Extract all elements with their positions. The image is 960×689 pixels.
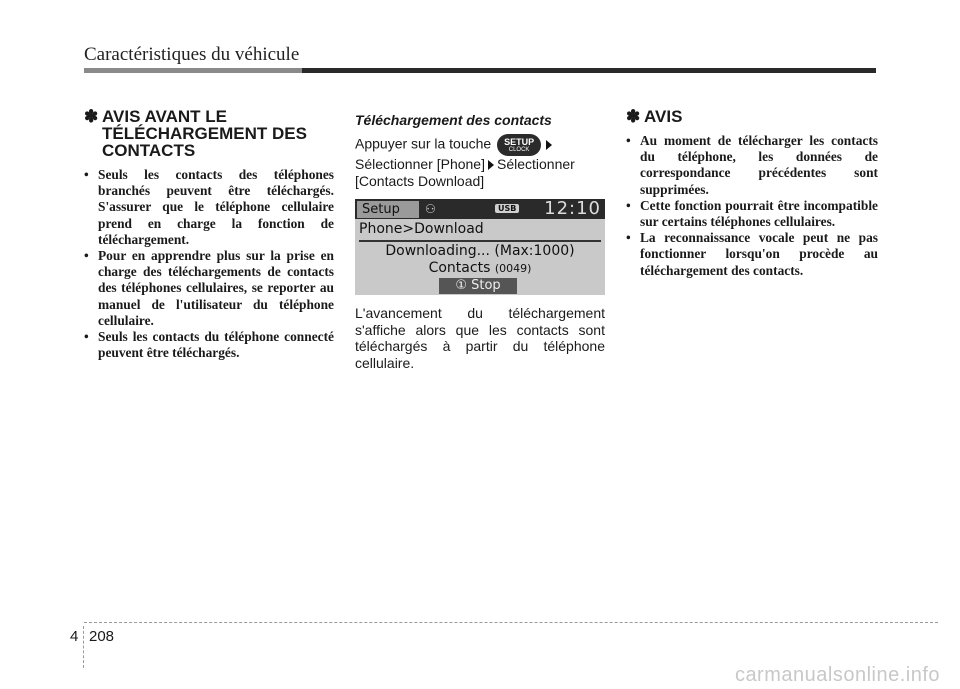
screen-downloading-text: Downloading... (Max:1000) bbox=[385, 243, 575, 259]
footer-divider bbox=[84, 622, 938, 623]
asterisk-icon: ✽ bbox=[84, 107, 99, 126]
setup-clock-button-icon: SETUP CLOCK bbox=[497, 134, 541, 156]
watermark-text: carmanualsonline.info bbox=[734, 664, 940, 686]
middle-column bbox=[355, 108, 605, 371]
right-column bbox=[626, 108, 878, 279]
page-number: 208 bbox=[89, 628, 115, 645]
bluetooth-phone-icon: ⚇ bbox=[425, 202, 436, 216]
arrow-right-icon bbox=[546, 140, 552, 150]
screen-stop-softkey: ① Stop bbox=[439, 278, 517, 294]
arrow-right-icon bbox=[488, 160, 494, 170]
screen-body bbox=[355, 219, 605, 295]
screen-contacts-count: Contacts (0049) bbox=[428, 260, 532, 276]
screen-divider bbox=[359, 240, 601, 242]
left-column bbox=[84, 108, 334, 361]
notice-bullet-list bbox=[84, 167, 334, 361]
section-subheading: Téléchargement des contacts bbox=[355, 112, 552, 128]
notice-heading bbox=[84, 108, 334, 159]
screen-path: Phone>Download bbox=[359, 221, 484, 237]
page-header-title: Caractéristiques du véhicule bbox=[84, 44, 300, 65]
list-item: • Seuls les contacts du téléphone connecté peuvent être téléchargés. bbox=[84, 329, 334, 361]
avis-heading: ✽ AVIS bbox=[626, 107, 683, 126]
progress-paragraph: L'avancement du téléchargement s'affiche alors que les contacts sont téléchargés à partir du téléphone cellulaire. bbox=[355, 305, 605, 371]
asterisk-icon: ✽ bbox=[626, 107, 641, 126]
list-item: • Au moment de télécharger les contacts du téléphone, les données de correspondance précédentes sont supprimées. bbox=[626, 133, 878, 197]
list-item: • Seuls les contacts des téléphones branchés peuvent être téléchargés. S'assurer que le téléphone cellulaire prend en charge la fonction de téléchargement. bbox=[84, 167, 334, 247]
screen-setup-tab: Setup bbox=[357, 201, 419, 218]
list-item: • La reconnaissance vocale peut ne pas fonctionner lorsqu'on procède au téléchargement des contacts. bbox=[626, 230, 878, 278]
instruction-text: Appuyer sur la touche SETUP CLOCK Sélectionner [Phone] Sélectionner [Contacts Download] bbox=[355, 135, 575, 189]
notice-heading-line: CONTACTS bbox=[102, 141, 196, 160]
header-rule-accent bbox=[84, 68, 302, 73]
list-item: • Cette fonction pourrait être incompatible sur certains téléphones cellulaires. bbox=[626, 197, 878, 230]
usb-badge: USB bbox=[495, 204, 519, 213]
display-screen-image bbox=[355, 199, 605, 295]
chapter-number: 4 bbox=[70, 628, 79, 645]
avis-bullet-list bbox=[626, 133, 878, 279]
screen-clock: 12:10 bbox=[544, 198, 601, 219]
list-item: • Pour en apprendre plus sur la prise en charge des téléchargements de contacts des téléphones cellulaires, se reporter au manuel de l'utilisateur du téléphone cellulaire. bbox=[84, 248, 334, 328]
notice-heading-line: TÉLÉCHARGEMENT DES bbox=[102, 124, 307, 143]
footer-vertical-divider bbox=[83, 626, 84, 668]
notice-heading-line: AVIS AVANT LE bbox=[102, 107, 227, 126]
